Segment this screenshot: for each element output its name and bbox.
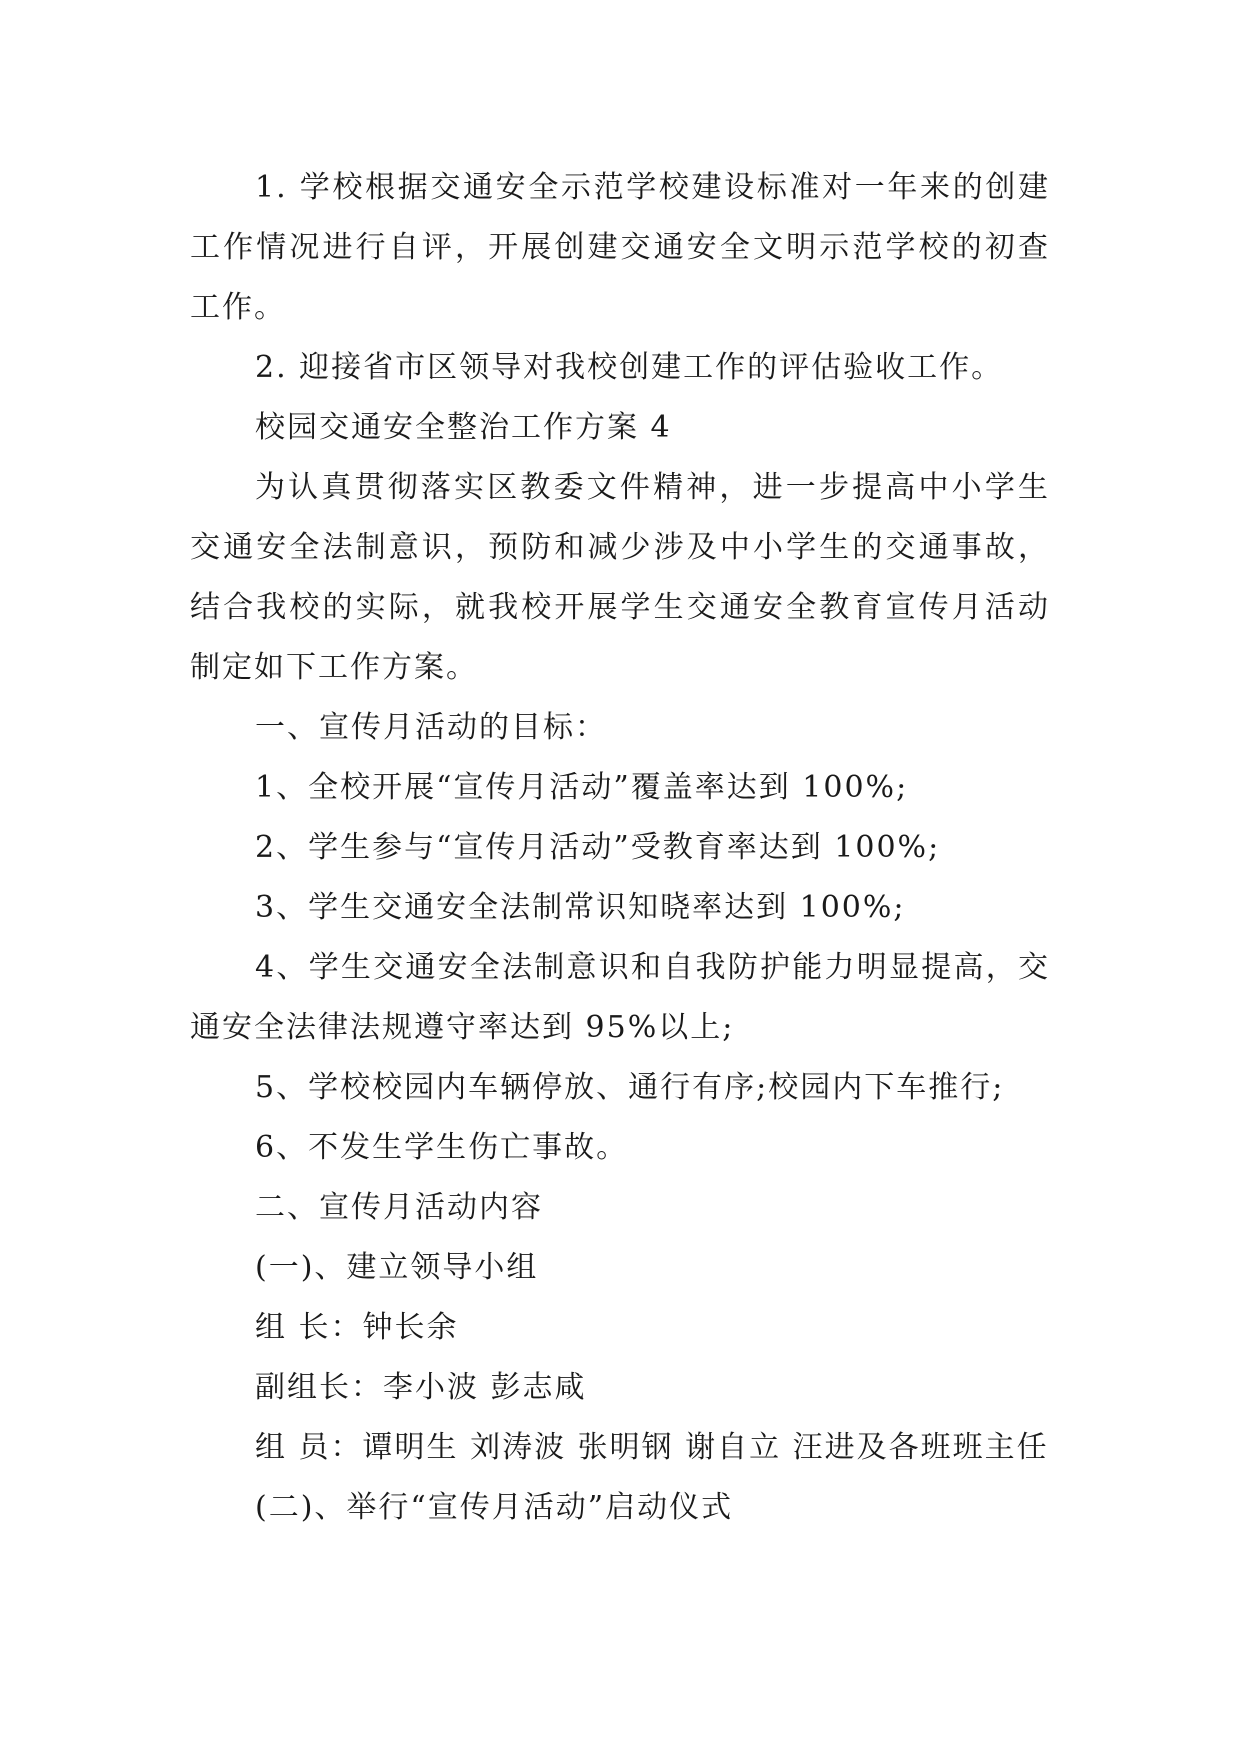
- group-deputy: 副组长：李小波 彭志咸: [255, 1370, 587, 1405]
- heading: 一、宣传月活动的目标：: [255, 710, 607, 745]
- group-leader: 组 长：钟长余: [255, 1310, 459, 1345]
- document-body: [190, 158, 1050, 1538]
- paragraph: 2. 迎接省市区领导对我校创建工作的评估验收工作。: [255, 350, 1004, 385]
- list-item: 6、不发生学生伤亡事故。: [255, 1130, 629, 1165]
- subheading: (一)、建立领导小组: [255, 1250, 539, 1285]
- list-item: 2、学生参与“宣传月活动”受教育率达到 100%;: [255, 830, 941, 865]
- section-title: 校园交通安全整治工作方案 4: [255, 410, 672, 445]
- list-item: 3、学生交通安全法制常识知晓率达到 100%;: [255, 890, 906, 925]
- group-members: 组 员：谭明生 刘涛波 张明钢 谢自立 汪进及各班班主任: [255, 1430, 1049, 1465]
- list-item: 1、全校开展“宣传月活动”覆盖率达到 100%;: [255, 770, 909, 805]
- paragraph: 1. 学校根据交通安全示范学校建设标准对一年来的创建工作情况进行自评，开展创建交通安全文明示范学校的初查工作。: [190, 170, 1050, 325]
- paragraph: 为认真贯彻落实区教委文件精神，进一步提高中小学生交通安全法制意识，预防和减少涉及中小学生的交通事故，结合我校的实际，就我校开展学生交通安全教育宣传月活动制定如下工作方案。: [190, 470, 1050, 685]
- heading: 二、宣传月活动内容: [255, 1190, 543, 1225]
- subheading: (二)、举行“宣传月活动”启动仪式: [255, 1490, 734, 1525]
- list-item: 5、学校校园内车辆停放、通行有序;校园内下车推行;: [255, 1070, 1005, 1105]
- list-item: 4、学生交通安全法制意识和自我防护能力明显提高，交通安全法律法规遵守率达到 95%以上;: [190, 950, 1050, 1045]
